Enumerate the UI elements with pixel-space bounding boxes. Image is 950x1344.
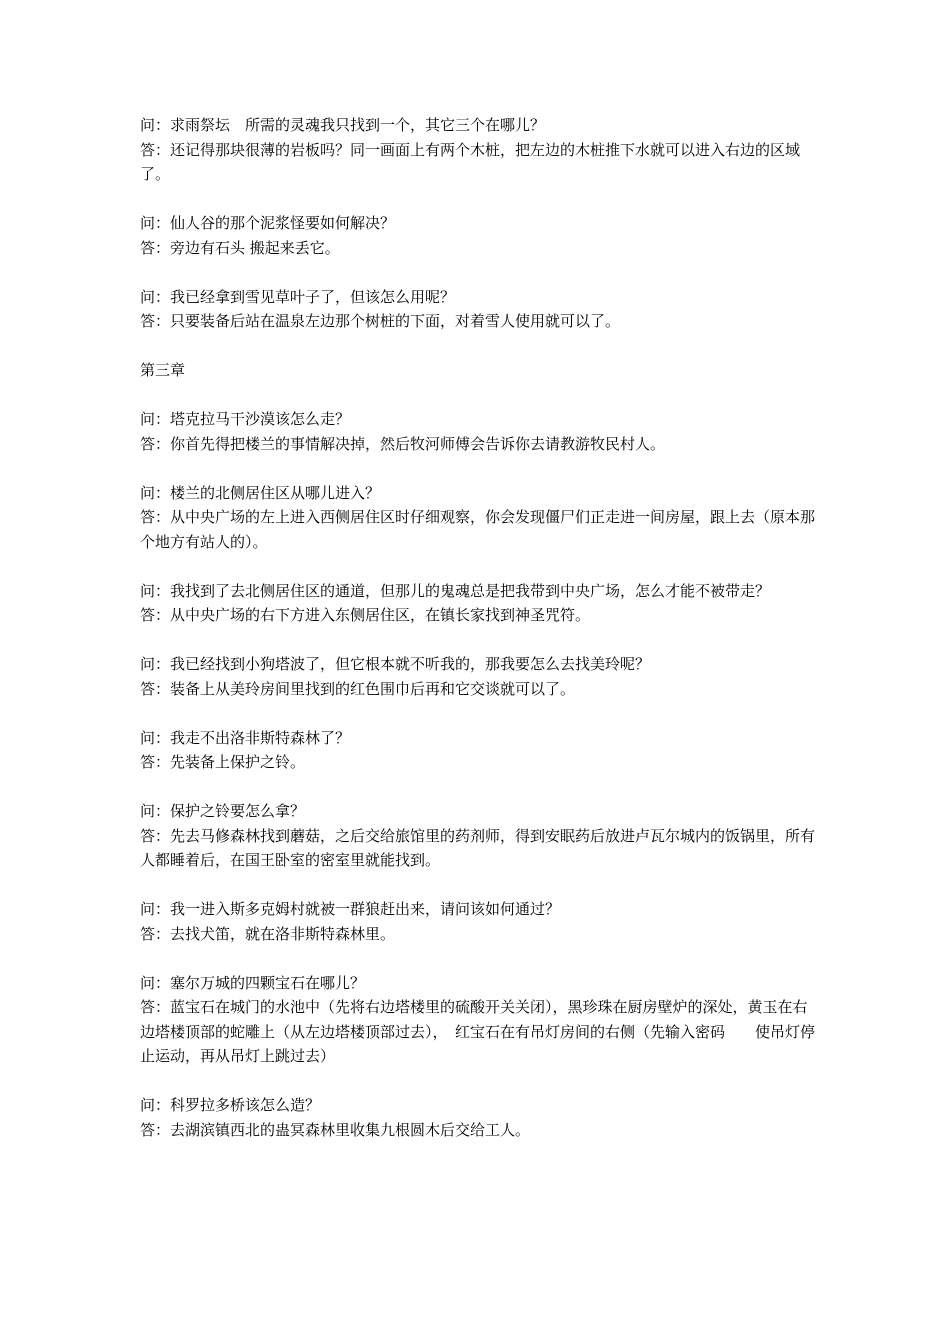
question-text: 问：我一进入斯多克姆村就被一群狼赶出来，请问该如何通过？: [140, 900, 561, 918]
answer-text: 答：只要装备后站在温泉左边那个树桩的下面，对着雪人使用就可以了。: [140, 312, 621, 330]
chapter-heading: 第三章: [140, 361, 186, 379]
document-page: [140, 113, 816, 1142]
spacer: [140, 187, 816, 212]
qa-block: [140, 481, 816, 555]
answer-text: 答：从中央广场的左上进入西侧居住区时仔细观察，你会发现僵尸们正走进一间房屋，跟上去（原本那个地方有站人的）。: [140, 508, 816, 551]
answer-text: 答：旁边有石头 搬起来丢它。: [140, 238, 340, 257]
answer-text: 答：你首先得把楼兰的事情解决掉，然后牧河师傅会告诉你去请教游牧民村人。: [140, 434, 666, 453]
qa-block: [140, 211, 816, 260]
spacer: [140, 775, 816, 800]
spacer: [140, 383, 816, 408]
qa-block: [140, 897, 816, 946]
answer-text: 答：装备上从美玲房间里找到的红色围巾后再和它交谈就可以了。: [140, 679, 576, 698]
qa-block: [140, 113, 816, 187]
answer-text: 答：先去马修森林找到蘑菇，之后交给旅馆里的药剂师，得到安眠药后放进卢瓦尔城内的饭锅里，所有人都睡着后，在国王卧室的密室里就能找到。: [140, 826, 816, 869]
answer-text: 答：先装备上保护之铃。: [140, 753, 306, 771]
answer-text: 答：从中央广场的右下方进入东侧居住区，在镇长家找到神圣咒符。: [140, 606, 591, 624]
answer-text: 答：去找犬笛，就在洛非斯特森林里。: [140, 924, 396, 943]
spacer: [140, 334, 816, 359]
question-text: 问：我走不出洛非斯特森林了？: [140, 728, 351, 747]
qa-block: [140, 1093, 816, 1142]
answer-text: 答：蓝宝石在城门的水池中（先将右边塔楼里的硫酸开关关闭），黑珍珠在厨房壁炉的深处，黄玉在右边塔楼顶部的蛇雕上（从左边塔楼顶部过去）， 红宝石在有吊灯房间的右侧（先输入密码 使吊灯停止运动，再从吊灯上跳过去）: [140, 998, 816, 1065]
question-text: 问：仙人谷的那个泥浆怪要如何解决？: [140, 214, 396, 232]
question-text: 问：塔克拉马干沙漠该怎么走？: [140, 410, 351, 428]
spacer: [140, 628, 816, 653]
question-text: 问：科罗拉多桥该怎么造？: [140, 1096, 321, 1114]
question-text: 问：我找到了去北侧居住区的通道，但那儿的鬼魂总是把我带到中央广场，怎么才能不被带走？: [140, 581, 771, 600]
answer-text: 答：去湖滨镇西北的蛊冥森林里收集九根圆木后交给工人。: [140, 1120, 531, 1139]
question-text: 问：我已经找到小狗塔波了，但它根本就不听我的，那我要怎么去找美玲呢？: [140, 655, 651, 673]
question-text: 问：保护之铃要怎么拿？: [140, 802, 306, 820]
question-text: 问：楼兰的北侧居住区从哪儿进入？: [140, 483, 381, 502]
qa-block: [140, 579, 816, 628]
spacer: [140, 456, 816, 481]
spacer: [140, 260, 816, 285]
spacer: [140, 1069, 816, 1094]
spacer: [140, 873, 816, 898]
spacer: [140, 946, 816, 971]
spacer: [140, 554, 816, 579]
question-text: 问：我已经拿到雪见草叶子了，但该怎么用呢？: [140, 287, 456, 306]
question-text: 问：求雨祭坛 所需的灵魂我只找到一个，其它三个在哪儿？: [140, 116, 546, 134]
question-text: 问：塞尔万城的四颗宝石在哪儿？: [140, 973, 366, 992]
qa-block: [140, 285, 816, 334]
qa-block: [140, 652, 816, 701]
answer-text: 答：还记得那块很薄的岩板吗？同一画面上有两个木桩，把左边的木桩推下水就可以进入右边的区域了。: [140, 140, 801, 183]
qa-block: [140, 726, 816, 775]
qa-block: [140, 407, 816, 456]
spacer: [140, 701, 816, 726]
qa-block: [140, 971, 816, 1069]
qa-block: [140, 799, 816, 873]
